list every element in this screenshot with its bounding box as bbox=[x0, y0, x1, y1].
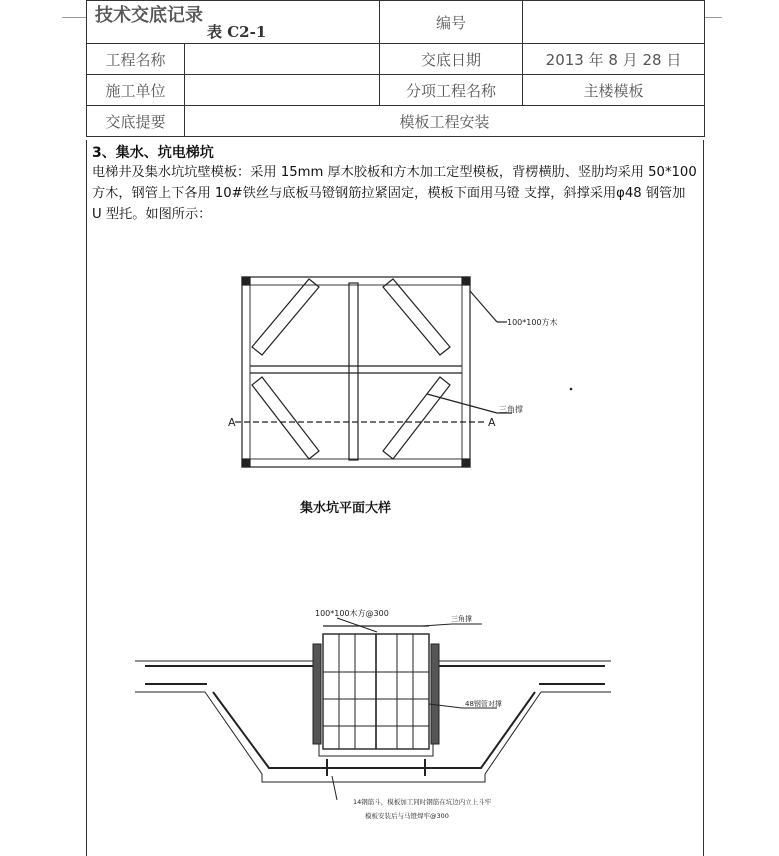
date-label: 交底日期 bbox=[380, 44, 523, 75]
brace-bottom-right bbox=[383, 377, 450, 459]
brace-top-right bbox=[383, 279, 450, 355]
brace-bottom-left bbox=[252, 377, 319, 459]
plan-caption: 集水坑平面大样 bbox=[300, 501, 392, 515]
title-cell bbox=[87, 1, 380, 44]
project-name-label: 工程名称 bbox=[87, 44, 185, 75]
plan-timber-label: 100*100方木 bbox=[507, 318, 558, 327]
section-drawing bbox=[87, 604, 703, 834]
document-title: 技术交底记录 bbox=[95, 5, 203, 26]
content-area bbox=[86, 140, 704, 856]
section-title: 3、集水、坑电梯坑 bbox=[92, 145, 214, 161]
contractor-row bbox=[87, 75, 705, 106]
sub-project-label: 分项工程名称 bbox=[380, 75, 523, 106]
section-note-line1: 14钢筋斗，模板加工同时钢筋在坑边内立上斗牢 bbox=[353, 798, 492, 806]
section-timber-label: 100*100木方@300 bbox=[315, 609, 389, 618]
brace-top-left bbox=[252, 279, 319, 355]
title-row bbox=[87, 1, 705, 44]
number-label: 编号 bbox=[380, 1, 523, 44]
contractor-label: 施工单位 bbox=[87, 75, 185, 106]
document-sheet bbox=[86, 0, 704, 856]
project-name-value[interactable] bbox=[185, 44, 380, 75]
form-code: 表 C2-1 bbox=[207, 23, 267, 41]
section-brace-label: 三角撑 bbox=[451, 615, 472, 623]
project-row bbox=[87, 44, 705, 75]
section-mark-right: A bbox=[488, 416, 496, 429]
plan-brace-label: 三角撑 bbox=[499, 405, 523, 414]
pit-outer-outline bbox=[242, 277, 470, 467]
summary-label: 交底提要 bbox=[87, 106, 185, 137]
sub-project-value[interactable]: 主楼模板 bbox=[523, 75, 705, 106]
crop-mark-left-horizontal bbox=[62, 17, 86, 18]
section-pipe-label: 48钢管对撑 bbox=[465, 700, 502, 708]
center-timber bbox=[349, 283, 358, 460]
crop-mark-right-horizontal bbox=[704, 17, 722, 18]
summary-value[interactable]: 模板工程安装 bbox=[185, 106, 705, 137]
section-mark-left: A bbox=[228, 416, 236, 429]
plan-drawing bbox=[87, 265, 703, 515]
header-table bbox=[86, 0, 705, 137]
contractor-value[interactable] bbox=[185, 75, 380, 106]
section-note-line2: 模板安装后与马镫焊牢@300 bbox=[365, 812, 449, 820]
date-value[interactable]: 2013 年 8 月 28 日 bbox=[523, 44, 705, 75]
number-value[interactable] bbox=[523, 1, 705, 44]
description-paragraph: 电梯井及集水坑坑壁模板：采用 15mm 厚木胶板和方木加工定型模板，背楞横肋、竖肋均采用 50*100 方木，钢管上下各用 10#铁丝与底板马镫钢筋拉紧固定，模板下面用马镫 支撑，斜撑采用φ48 钢管加 U 型托。如图所示： bbox=[92, 165, 697, 222]
summary-row bbox=[87, 106, 705, 137]
